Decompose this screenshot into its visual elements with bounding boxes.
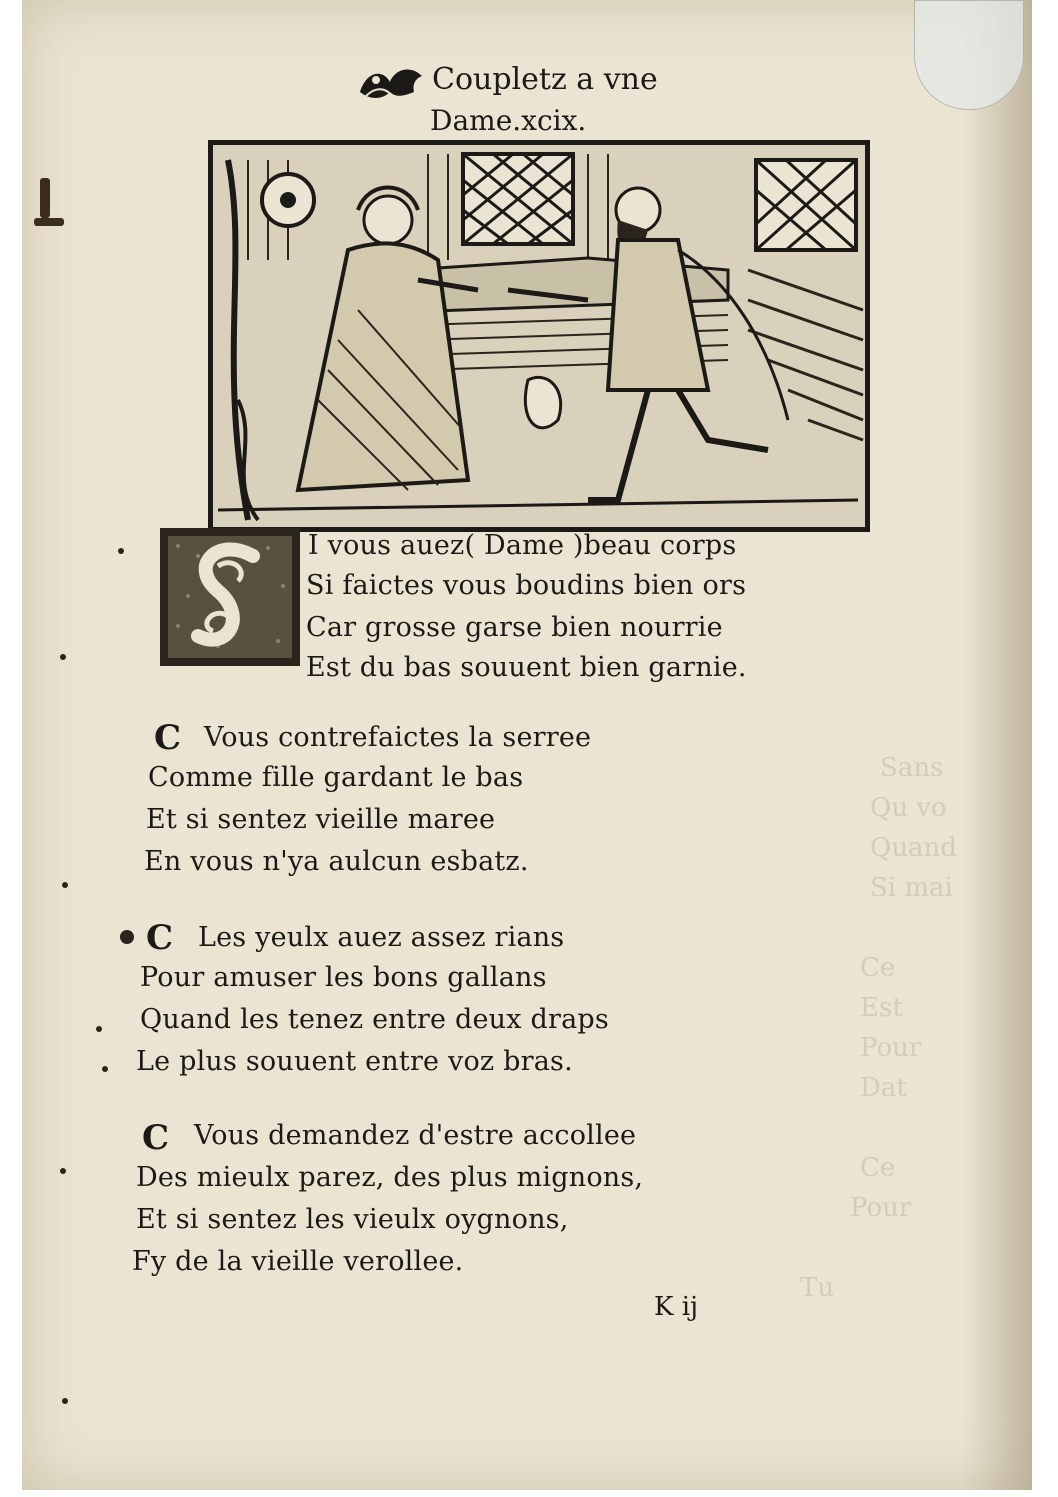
verse-line: Les yeulx auez assez rians (198, 922, 565, 953)
woodcut-illustration (208, 140, 870, 532)
binding-stitch (34, 218, 64, 226)
pilcrow-mark: C (142, 1118, 170, 1158)
margin-pin-mark (60, 1168, 66, 1174)
title-line-1: Coupletz a vne (432, 62, 658, 97)
title-line-2: Dame.xcix. (430, 104, 587, 137)
margin-pin-mark (120, 930, 134, 944)
margin-pin-mark (60, 654, 66, 660)
verse-line: Pour amuser les bons gallans (140, 962, 547, 993)
verse-line: Vous demandez d'estre accollee (194, 1120, 637, 1151)
verse-line: Vous contrefaictes la serree (204, 722, 592, 753)
verse-line: En vous n'ya aulcun esbatz. (144, 846, 529, 877)
margin-pin-mark (102, 1066, 108, 1072)
pilcrow-mark: C (146, 918, 174, 958)
verse-line: Est du bas souuent bien garnie. (306, 652, 747, 683)
verse-line: Car grosse garse bien nourrie (306, 612, 723, 643)
margin-pin-mark (96, 1026, 102, 1032)
decorated-initial-S-icon (158, 526, 302, 668)
verse-line: Fy de la vieille verollee. (132, 1246, 464, 1277)
margin-pin-mark (118, 548, 124, 554)
verse-line: Des mieulx parez, des plus mignons, (136, 1162, 644, 1193)
verse-line: Et si sentez les vieulx oygnons, (136, 1204, 569, 1235)
verse-line: I vous auez( Dame )beau corps (308, 530, 737, 561)
signature-mark: K ij (654, 1292, 699, 1322)
pilcrow-mark: C (154, 718, 182, 758)
fleuron-ornament-icon (356, 62, 426, 104)
margin-pin-mark (62, 1398, 68, 1404)
verse-line: Quand les tenez entre deux draps (140, 1004, 609, 1035)
verse-line: Le plus souuent entre voz bras. (136, 1046, 573, 1077)
verse-line: Comme fille gardant le bas (148, 762, 524, 793)
verse-line: Et si sentez vieille maree (146, 804, 496, 835)
verse-line: Si faictes vous boudins bien ors (306, 570, 747, 601)
binding-stitch (40, 178, 50, 218)
page-edge-shadow (962, 0, 1032, 1490)
margin-pin-mark (62, 882, 68, 888)
